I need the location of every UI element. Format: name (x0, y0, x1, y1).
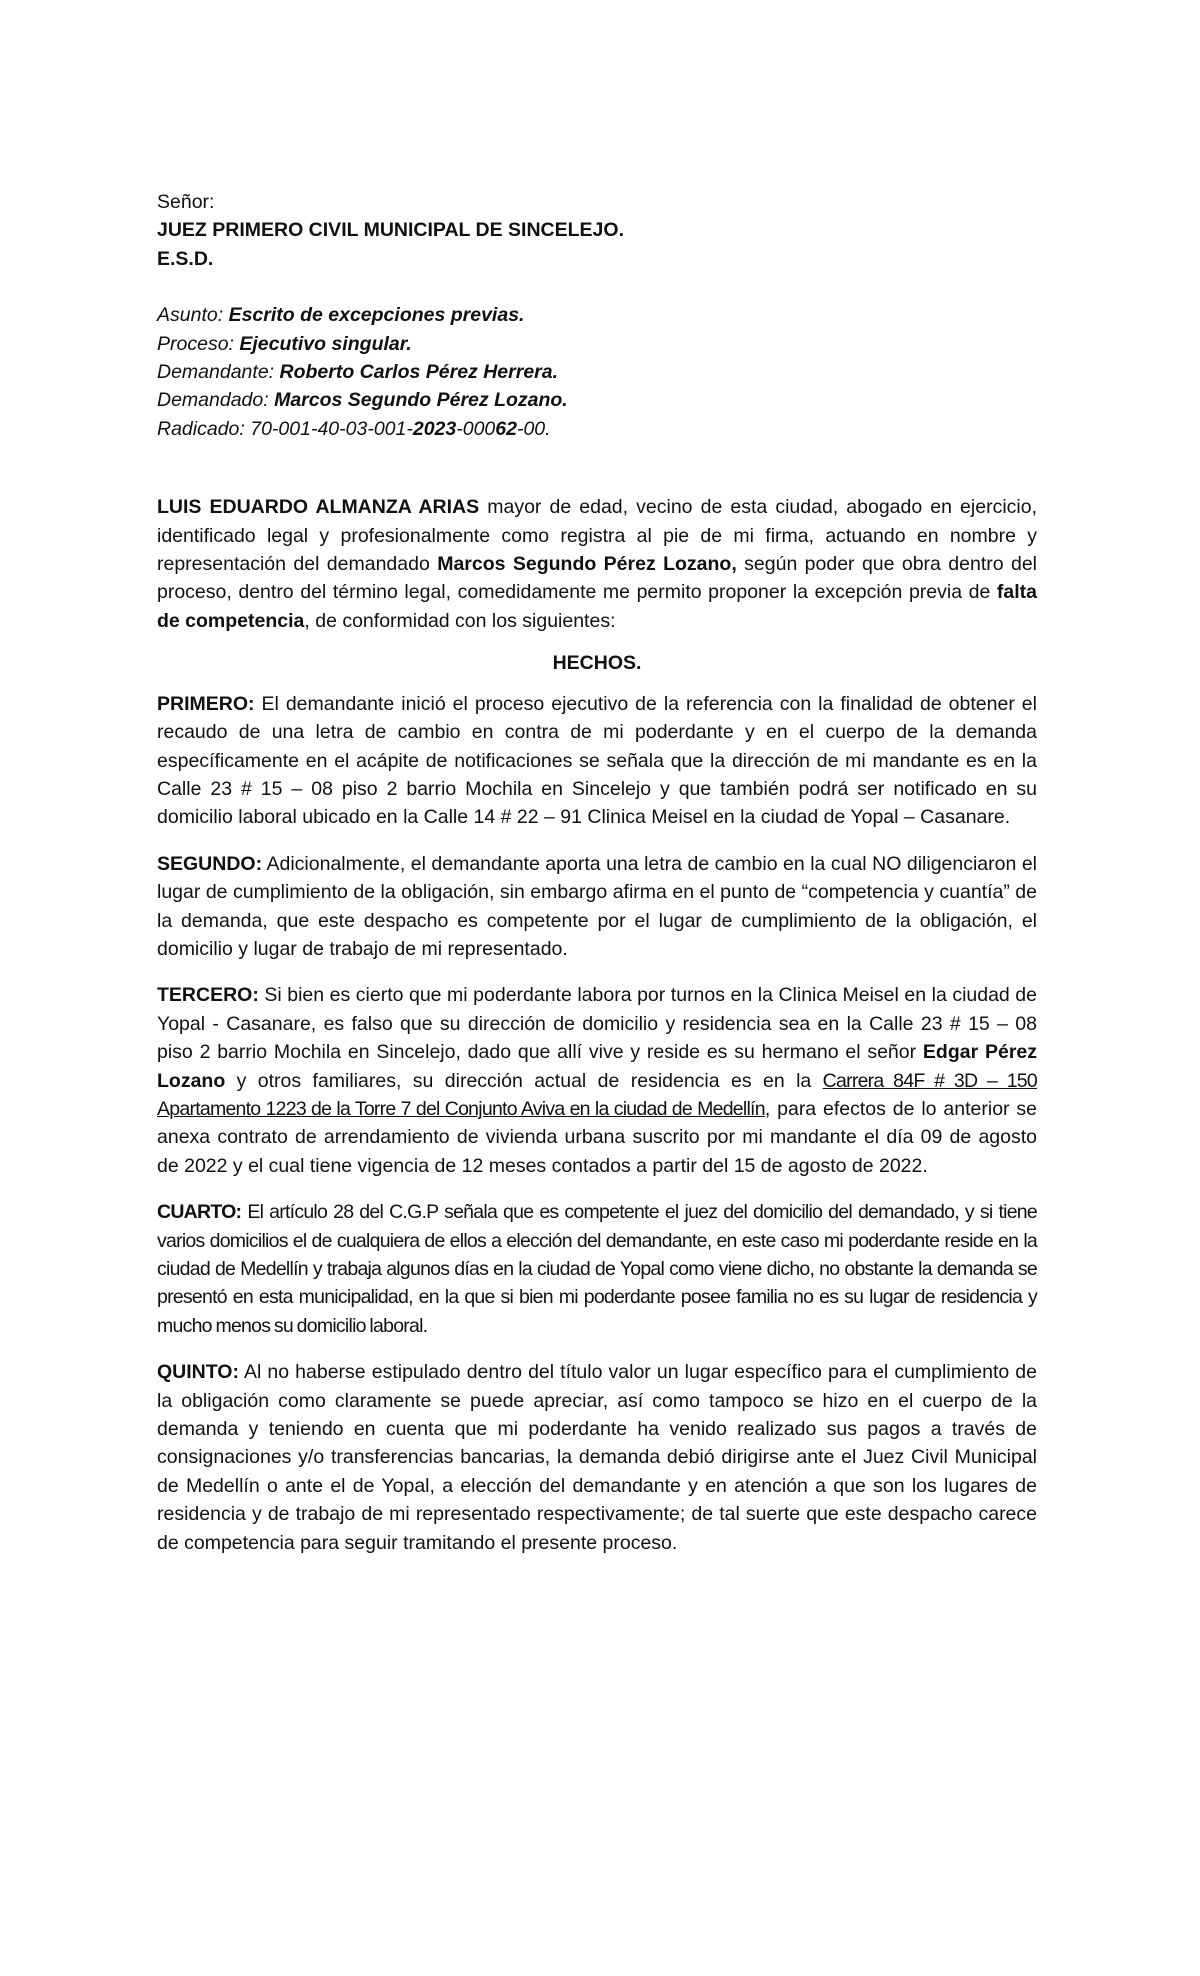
client-name: Marcos Segundo Pérez Lozano, (437, 553, 737, 576)
esd-line: E.S.D. (157, 247, 214, 270)
salutation: Señor: (157, 191, 215, 213)
reference-block (157, 301, 1037, 443)
asunto-line: Asunto: Escrito de excepciones previas. (157, 304, 525, 327)
fact-segundo: SEGUNDO: Adicionalmente, el demandante aporta una letra de cambio en la cual NO diligenciaron el lugar de cumplimiento de la obligación, sin embargo afirma en el punto de “competencia y cuantía” de la demanda, que este despacho es competente por el lugar de cumplimiento de la obligación, el domicilio y lugar de trabajo de mi representado. (157, 852, 1037, 960)
fact-quinto: QUINTO: Al no haberse estipulado dentro del título valor un lugar específico para el cumplimiento de la obligación como claramente se puede apreciar, así como tampoco se hizo en el cuerpo de la demanda y teniendo en cuenta que mi poderdante ha venido realizado sus pagos a través de consignaciones y/o transferencias bancarias, la demanda debió dirigirse ante el Juez Civil Municipal de Medellín o ante el de Yopal, a elección del demandante y en atención a que son los lugares de residencia y de trabajo de mi representado respectivamente; de tal suerte que este despacho carece de competencia para seguir tramitando el presente proceso. (157, 1361, 1037, 1554)
judge-name: JUEZ PRIMERO CIVIL MUNICIPAL DE SINCELEJO. (157, 219, 624, 242)
radicado-line: Radicado: 70-001-40-03-001-2023-00062-00. (157, 417, 551, 440)
exception-name: falta de competencia (157, 581, 1037, 632)
section-heading: HECHOS. (552, 652, 642, 675)
lawyer-name: LUIS EDUARDO ALMANZA ARIAS (157, 496, 480, 519)
demandado-line: Demandado: Marcos Segundo Pérez Lozano. (157, 389, 568, 412)
demandante-line: Demandante: Roberto Carlos Pérez Herrera. (157, 361, 559, 384)
fact-primero: PRIMERO: El demandante inició el proceso ejecutivo de la referencia con la finalidad de obtener el recaudo de una letra de cambio en contra de mi poderdante y en el cuerpo de la demanda específicamente en el acápite de notificaciones se señala que la dirección de mi mandante es en la Calle 23 # 15 – 08 piso 2 barrio Mochila en Sincelejo y que también podrá ser notificado en su domicilio laboral ubicado en la Calle 14 # 22 – 91 Clinica Meisel en la ciudad de Yopal – Casanare. (157, 692, 1037, 829)
fact-cuarto: CUARTO: El artículo 28 del C.G.P señala que es competente el juez del domicilio del demandado, y si tiene varios domicilios el de cualquiera de ellos a elección del demandante, en este caso mi poderdante reside en la ciudad de Medellín y trabaja algunos días en la ciudad de Yopal como viene dicho, no obstante la demanda se presentó en esta municipalidad, en la que si bien mi poderdante posee familia no es su lugar de residencia y mucho menos su domicilio laboral. (157, 1201, 1037, 1337)
addressee-block (157, 188, 1037, 273)
intro-paragraph: LUIS EDUARDO ALMANZA ARIAS mayor de edad, vecino de esta ciudad, abogado en ejercicio, identificado legal y profesionalmente como registra al pie de mi firma, actuando en nombre y representación del demandado Marcos Segundo Pérez Lozano, según poder que obra dentro del proceso, dentro del término legal, comedidamente me permito proponer la excepción previa de falta de competencia, de conformidad con los siguientes: (157, 496, 1037, 632)
brother-name: Edgar Pérez Lozano (157, 1041, 1037, 1092)
residence-address: Carrera 84F # 3D – 150 Apartamento 1223 de la Torre 7 del Conjunto Aviva en la ciudad de Medellín (157, 1069, 1038, 1120)
proceso-line: Proceso: Ejecutivo singular. (157, 332, 412, 355)
document-page (157, 188, 1037, 1557)
fact-tercero: TERCERO: Si bien es cierto que mi poderdante labora por turnos en la Clinica Meisel en la ciudad de Yopal - Casanare, es falso que su dirección de domicilio y residencia sea en la Calle 23 # 15 – 08 piso 2 barrio Mochila en Sincelejo, dado que allí vive y reside es su hermano el señor Edgar Pérez Lozano y otros familiares, su dirección actual de residencia es en la Carrera 84F # 3D – 150 Apartamento 1223 de la Torre 7 del Conjunto Aviva en la ciudad de Medellín, para efectos de lo anterior se anexa contrato de arrendamiento de vivienda urbana suscrito por mi mandante el día 09 de agosto de 2022 y el cual tiene vigencia de 12 meses contados a partir del 15 de agosto de 2022. (157, 984, 1038, 1177)
